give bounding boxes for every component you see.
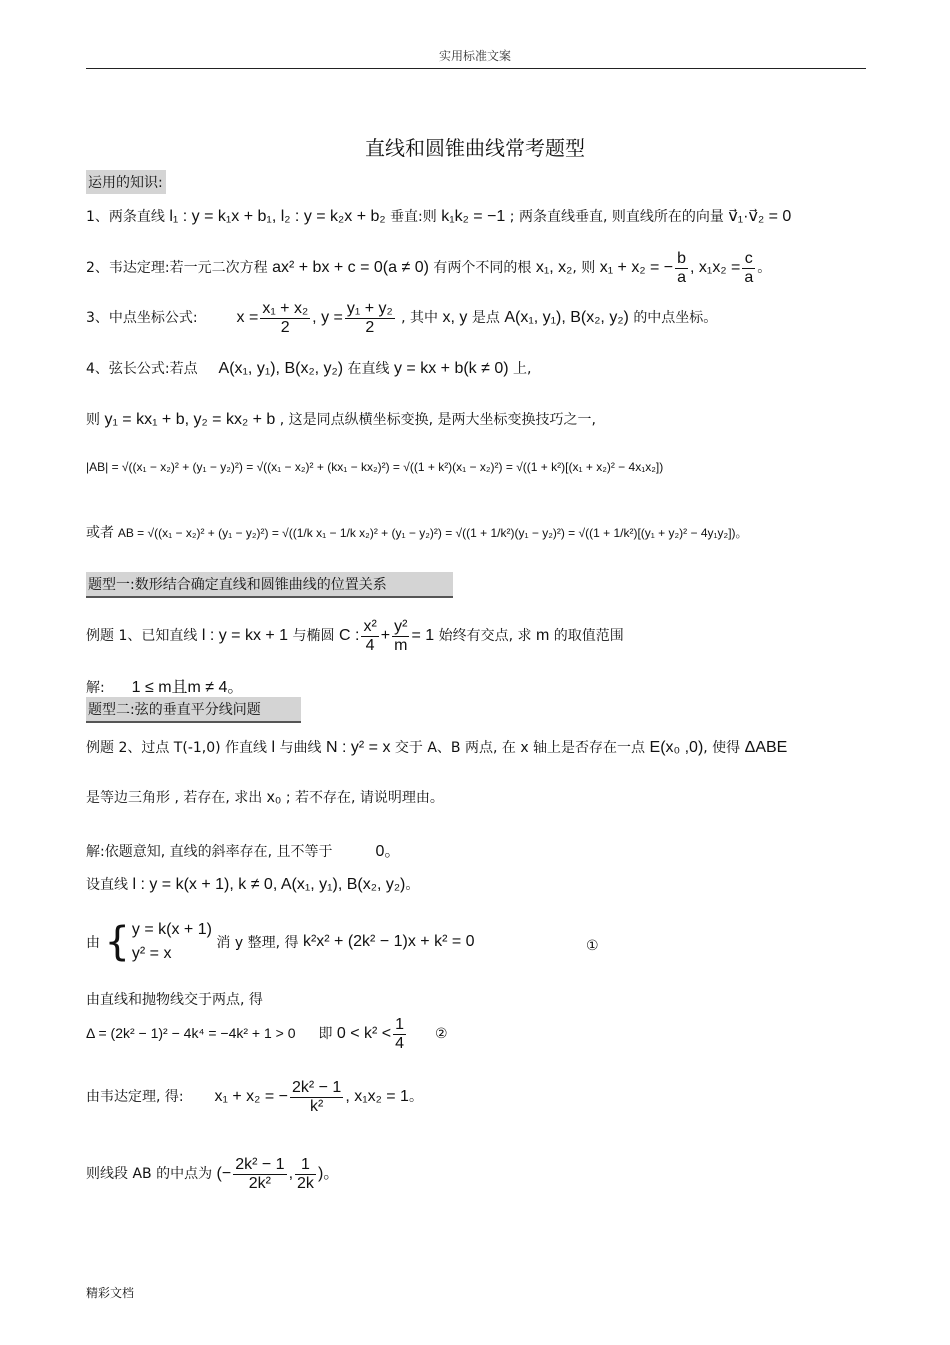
numerator: y₁ + y₂ xyxy=(346,300,393,317)
denominator: k² xyxy=(309,1097,324,1115)
type2-system xyxy=(86,918,871,966)
text-segment: 是等边三角形 , 若存在, 求出 xyxy=(86,790,263,806)
text-segment: 由韦达定理, 得: xyxy=(86,1089,184,1106)
knowledge-line-7 xyxy=(86,522,871,542)
formula: x₁ + x₂ = − xyxy=(599,259,674,277)
text-segment: 例题 2、过点 T(-1,0) 作直线 xyxy=(86,740,268,756)
text-segment: ; 两条直线垂直, 则直线所在的向量 xyxy=(509,209,724,225)
type1-example: 例题 1、已知直线 l : y = kx + 1 与椭圆 C : $\frac{\text{x²}}{4}$ + $\frac{\text{y²}}{m}$ = 1 始终有交点, 求 m 的取值范围 xyxy=(86,618,624,654)
denominator: a xyxy=(677,268,687,286)
text-segment: 。 xyxy=(735,526,748,540)
formula: ΔABE xyxy=(744,739,788,756)
knowledge-line-6 xyxy=(86,460,871,474)
fraction xyxy=(290,1079,343,1115)
formula: y = kx + b(k ≠ 0) xyxy=(393,360,509,377)
type2-vieta xyxy=(86,1079,871,1115)
fraction xyxy=(295,1156,316,1192)
header-rule xyxy=(86,68,866,69)
text-segment: 3、中点坐标公式: xyxy=(86,310,198,327)
circle-mark-1: ① xyxy=(586,938,599,954)
chord-length-formula: |AB| = √((x₁ − x₂)² + (y₁ − y₂)²) = √((x₁ − x₂)² + (kx₁ − kx₂)²) = √((1 + k²)(x₁ − x₂)²) = √((1 + k²)[(x₁ + x₂)² − 4x₁x₂]) xyxy=(86,460,664,474)
formula: = 1 xyxy=(411,627,435,645)
formula: E(x₀ ,0) xyxy=(649,739,704,756)
text-segment: 解: xyxy=(86,680,105,696)
text-segment: 1、两条直线 xyxy=(86,209,165,225)
knowledge-line-4 xyxy=(86,358,871,378)
text-segment: , 则 xyxy=(572,260,596,277)
knowledge-line-1 xyxy=(86,206,871,226)
section-type1-heading: 题型一:数形结合确定直线和圆锥曲线的位置关系 xyxy=(86,572,453,598)
numerator: 1 xyxy=(295,1156,316,1175)
text-segment: 交于 A、B 两点, 在 x 轴上是否存在一点 xyxy=(394,740,646,756)
text-segment: , 这是同点纵横坐标变换, 是两大坐标变换技巧之一, xyxy=(279,412,596,428)
fraction xyxy=(675,250,688,286)
formula: , x₁x₂ = 1 xyxy=(345,1088,409,1106)
formula: (− xyxy=(216,1165,232,1183)
type1-solution xyxy=(86,674,871,697)
formula: Δ = (2k² − 1)² − 4k⁴ = −4k² + 1 > 0 xyxy=(86,1025,296,1042)
text-segment: 则 xyxy=(86,412,100,428)
text-segment: 例题 1、已知直线 xyxy=(86,628,198,645)
formula: 1 ≤ m且m ≠ 4。 xyxy=(131,679,244,696)
formula: , xyxy=(288,1165,294,1183)
type2-midpoint xyxy=(86,1156,871,1192)
fraction xyxy=(361,618,378,654)
denominator: 2k² xyxy=(248,1174,272,1192)
denominator: m xyxy=(394,636,408,654)
numerator: 2k² − 1 xyxy=(291,1079,342,1096)
formula: y₁ = kx₁ + b, y₂ = kx₂ + b xyxy=(104,411,276,428)
numerator: x₁ + x₂ xyxy=(262,300,309,317)
page-title: 直线和圆锥曲线常考题型 xyxy=(365,136,585,160)
denominator: 2 xyxy=(280,318,290,336)
text-segment: 垂直:则 xyxy=(390,209,437,225)
text-segment: 。 xyxy=(408,1089,423,1106)
formula: N : y² = x xyxy=(325,739,391,756)
formula: 0 < k² < xyxy=(336,1025,392,1043)
text-segment: 2、韦达定理:若一元二次方程 xyxy=(86,260,268,277)
text-segment: 由 xyxy=(86,935,100,951)
formula: x = xyxy=(236,309,259,327)
text-segment: , 其中 xyxy=(401,310,439,327)
section-knowledge-heading: 运用的知识: xyxy=(86,170,166,194)
fraction xyxy=(233,1156,286,1192)
type2-example-line2 xyxy=(86,787,871,807)
formula: l xyxy=(271,739,276,756)
circle-mark-2: ② xyxy=(434,1026,448,1043)
numerator: x² xyxy=(363,618,377,635)
formula: , x₁x₂ = xyxy=(690,259,741,277)
text-segment: 在直线 xyxy=(347,361,390,377)
brace-icon: { xyxy=(104,919,130,965)
formula: C : xyxy=(338,627,360,645)
fraction xyxy=(345,300,395,336)
formula: l₁ : y = k₁x + b₁, l₂ : y = k₂x + b₂ xyxy=(169,208,386,225)
equation: y = k(x + 1) xyxy=(131,921,212,938)
type2-intersect-text: 由直线和抛物线交于两点, 得 xyxy=(86,992,263,1008)
type2-solution-line2 xyxy=(86,874,871,894)
knowledge-line-3 xyxy=(86,300,871,336)
text-segment: 或者 xyxy=(86,525,114,541)
formula: , y = xyxy=(312,309,343,327)
text-segment: 设直线 xyxy=(86,877,128,893)
fraction xyxy=(742,250,755,286)
chord-length-formula-alt: AB = √((x₁ − x₂)² + (y₁ − y₂)²) = √((1/k x₁ − 1/k x₂)² + (y₁ − y₂)²) = √((1 + 1/k²)(y₁ − y₂)²) = √((1 + 1/k²)[(y₁ + y₂)² − 4y₁y₂]) xyxy=(117,526,736,540)
equation-system xyxy=(132,918,212,966)
fraction xyxy=(393,1016,406,1052)
text-segment: 的中点坐标。 xyxy=(633,310,718,327)
numerator: 1 xyxy=(395,1016,405,1033)
page-header: 实用标准文案 xyxy=(438,49,511,63)
formula: )。 xyxy=(317,1165,340,1183)
numerator: 2k² − 1 xyxy=(235,1156,285,1173)
text-segment: 解:依题意知, 直线的斜率存在, 且不等于 xyxy=(86,844,333,860)
text-segment: 4、弦长公式:若点 xyxy=(86,361,198,377)
page-footer: 精彩文档 xyxy=(86,1286,135,1300)
formula: x, y xyxy=(442,309,468,327)
text-segment: 有两个不同的根 xyxy=(433,260,532,277)
numerator: c xyxy=(742,250,755,269)
text-segment: 上, xyxy=(513,361,532,377)
text-segment: 的取值范围 xyxy=(553,628,624,645)
formula: v⃗₁·v⃗₂ = 0 xyxy=(728,208,792,225)
type2-discriminant xyxy=(86,1016,871,1052)
text-segment: 即 xyxy=(318,1026,333,1043)
section-type2-heading: 题型二:弦的垂直平分线问题 xyxy=(86,697,301,723)
numerator: b xyxy=(677,250,687,267)
formula: x₁, x₂ xyxy=(535,259,573,277)
formula: l : y = kx + 1 xyxy=(201,627,289,645)
denominator: 2k xyxy=(297,1174,314,1192)
formula: m xyxy=(535,627,550,645)
formula: A(x₁, y₁), B(x₂, y₂) xyxy=(504,309,629,327)
fraction xyxy=(260,300,310,336)
formula: ax² + bx + c = 0(a ≠ 0) xyxy=(272,259,429,277)
formula: x₁ + x₂ = − xyxy=(214,1088,288,1106)
knowledge-line-2 xyxy=(86,250,871,286)
fraction xyxy=(392,618,409,654)
formula: k²x² + (2k² − 1)x + k² = 0 xyxy=(302,933,475,950)
text-segment: 消 y 整理, 得 xyxy=(216,935,299,951)
denominator: 4 xyxy=(365,636,375,654)
text-segment: 始终有交点, 求 xyxy=(438,628,532,645)
formula: x₀ xyxy=(266,789,282,806)
formula: A(x₁, y₁), B(x₂, y₂) xyxy=(218,360,344,377)
text-segment: 与椭圆 xyxy=(292,628,335,645)
text-segment: ; 若不存在, 请说明理由。 xyxy=(285,790,444,806)
type2-solution-line1 xyxy=(86,838,871,861)
denominator: 4 xyxy=(395,1034,405,1052)
text-segment: 是点 xyxy=(471,310,500,327)
text-segment: 。 xyxy=(405,877,420,893)
formula: 0。 xyxy=(375,843,401,860)
text-segment: 则线段 AB 的中点为 xyxy=(86,1166,213,1183)
denominator: a xyxy=(744,268,754,286)
knowledge-line-5 xyxy=(86,409,871,429)
type2-example-line1 xyxy=(86,737,871,757)
denominator: 2 xyxy=(365,318,375,336)
formula: l : y = k(x + 1), k ≠ 0, A(x₁, y₁), B(x₂, y₂) xyxy=(132,876,406,893)
text-segment: 。 xyxy=(757,260,772,277)
text-segment: , 使得 xyxy=(703,740,741,756)
formula: k₁k₂ = −1 xyxy=(441,208,506,225)
text-segment: 与曲线 xyxy=(279,740,322,756)
equation: y² = x xyxy=(131,945,172,962)
numerator: y² xyxy=(394,618,408,635)
